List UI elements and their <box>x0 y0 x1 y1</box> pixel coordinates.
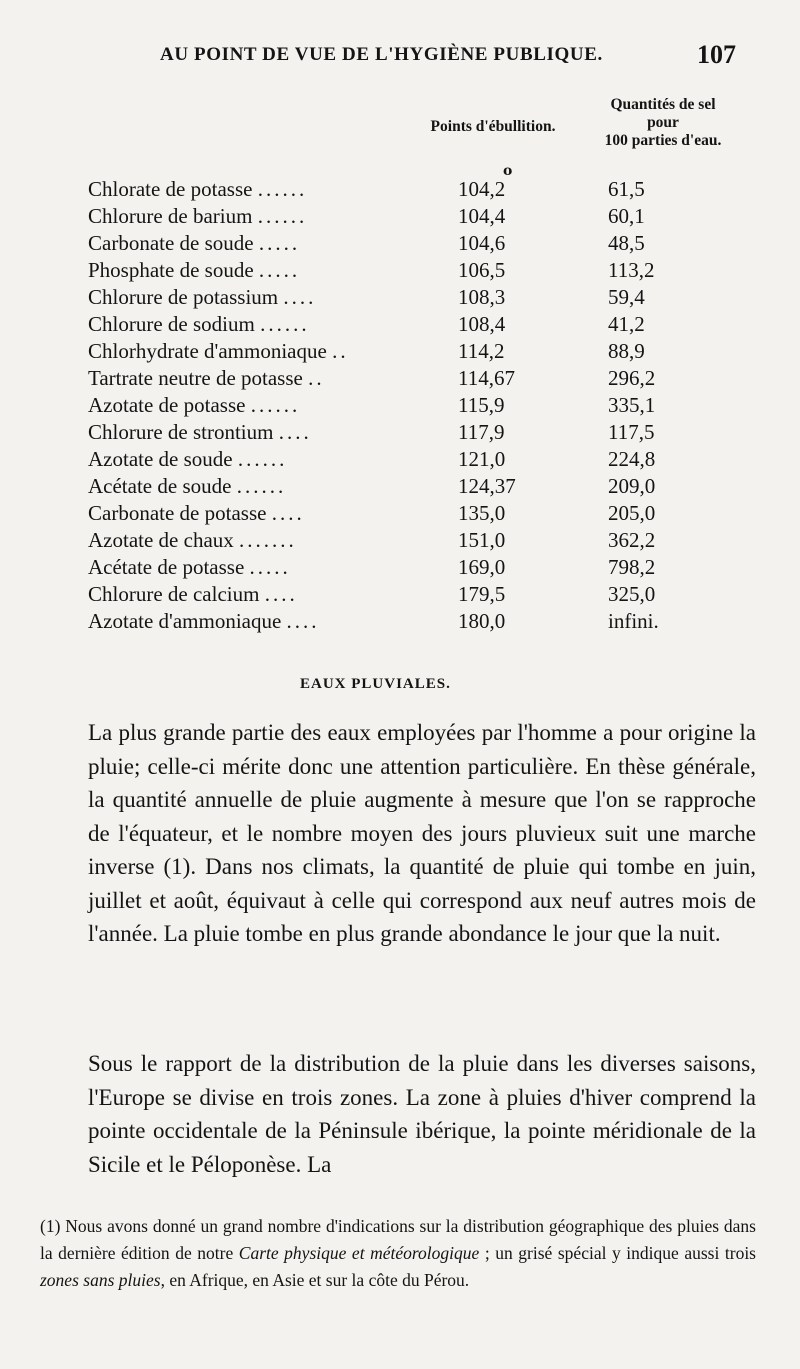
leader-dots: ...... <box>250 393 301 417</box>
boiling-point-value: 124,37 <box>458 474 516 498</box>
leader-dots: ..... <box>249 555 291 579</box>
salt-name-text: Chlorhydrate d'ammoniaque <box>88 339 327 363</box>
salt-name-text: Carbonate de soude <box>88 231 254 255</box>
salt-name-text: Chlorure de sodium <box>88 312 255 336</box>
table-row <box>88 338 728 365</box>
salt-name <box>88 365 448 392</box>
salt-name <box>88 419 448 446</box>
table-row <box>88 554 728 581</box>
boiling-point-value: 179,5 <box>458 582 506 606</box>
table-row <box>88 176 728 203</box>
salt-quantity-value: 798,2 <box>608 555 656 579</box>
salt-name <box>88 257 448 284</box>
table-row <box>88 392 728 419</box>
boiling-point-value: 104,2 <box>458 177 506 201</box>
leader-dots: .. <box>332 339 349 363</box>
boiling-point-value: 115,9 <box>458 393 505 417</box>
salt-name-text: Phosphate de soude <box>88 258 254 282</box>
salt-quantity-value: 325,0 <box>608 582 656 606</box>
leader-dots: ....... <box>239 528 297 552</box>
salt-heading-line: pour <box>647 114 679 131</box>
salt-quantity-value: 113,2 <box>608 258 655 282</box>
section-heading: EAUX PLUVIALES. <box>300 676 451 692</box>
salt-name-text: Chlorure de potassium <box>88 285 279 309</box>
boiling-point-value: 114,2 <box>458 339 505 363</box>
boiling-point-value: 104,6 <box>458 231 506 255</box>
salt-quantity-value: 335,1 <box>608 393 656 417</box>
salt-name-text: Acétate de soude <box>88 474 232 498</box>
boiling-point-value: 114,67 <box>458 366 515 390</box>
boiling-point-value: 180,0 <box>458 609 506 633</box>
salt-name <box>88 581 448 608</box>
salt-name <box>88 554 448 581</box>
salt-quantity-value: 205,0 <box>608 501 656 525</box>
salt-quantity-value: 59,4 <box>608 285 645 309</box>
paragraph-text: Sous le rapport de la distribution de la pluie dans les diverses saisons, l'Europe se divise en trois zones. La zone à pluies d'hiver comprend la pointe occidentale de la Péninsule ibérique, la pointe méridionale de la Sicile et le Péloponèse. La <box>88 1051 756 1177</box>
leader-dots: .... <box>278 420 312 444</box>
boiling-point-value: 121,0 <box>458 447 506 471</box>
salt-quantity-value: 61,5 <box>608 177 645 201</box>
footnote-italic-title: Carte physique et météorologique <box>238 1243 480 1263</box>
salt-quantity-value: 296,2 <box>608 366 656 390</box>
table-row <box>88 581 728 608</box>
salt-name <box>88 176 448 203</box>
salt-quantity-value: 117,5 <box>608 420 655 444</box>
table-row <box>88 527 728 554</box>
leader-dots: .. <box>308 366 325 390</box>
body-paragraph <box>88 1047 756 1181</box>
boiling-point-value: 108,3 <box>458 285 506 309</box>
salt-quantity-value: 224,8 <box>608 447 656 471</box>
leader-dots: ...... <box>257 177 308 201</box>
salt-name <box>88 338 448 365</box>
footnote <box>40 1213 756 1294</box>
table-row <box>88 257 728 284</box>
leader-dots: ...... <box>237 447 288 471</box>
salt-name <box>88 608 448 635</box>
salt-name-text: Chlorure de calcium <box>88 582 260 606</box>
salt-name-text: Tartrate neutre de potasse <box>88 366 303 390</box>
table-row <box>88 473 728 500</box>
salt-name <box>88 203 448 230</box>
leader-dots: ...... <box>260 312 310 336</box>
page-number: 107 <box>697 40 736 69</box>
salt-quantity-value: 48,5 <box>608 231 645 255</box>
salt-name <box>88 311 448 338</box>
body-paragraph <box>88 716 756 951</box>
salt-name-text: Acétate de potasse <box>88 555 245 579</box>
salt-name-text: Azotate de soude <box>88 447 233 471</box>
leader-dots: .... <box>271 501 305 525</box>
salt-name <box>88 473 448 500</box>
leader-dots: ..... <box>258 258 301 282</box>
boiling-point-value: 117,9 <box>458 420 505 444</box>
table-row <box>88 500 728 527</box>
salt-name-text: Chlorure de barium <box>88 204 253 228</box>
table-row <box>88 230 728 257</box>
table-row <box>88 365 728 392</box>
salt-name-text: Azotate de potasse <box>88 393 246 417</box>
degree-mark: o <box>503 163 513 179</box>
salt-name-text: Carbonate de potasse <box>88 501 267 525</box>
table-row <box>88 446 728 473</box>
paragraph-text: La plus grande partie des eaux employées par l'homme a pour origine la pluie; celle-ci mérite donc une attention particulière. En thèse générale, la quantité annuelle de pluie augmente à mesure que l'on se rapproche de l'équateur, et le nombre moyen des jours pluvieux suit une marche inverse (1). Dans nos climats, la quantité de pluie qui tombe en juin, juillet et août, équivaut à celle qui correspond aux neuf autres mois de l'année. La pluie tombe en plus grande abondance le jour que la nuit. <box>88 720 756 946</box>
footnote-text: (1) Nous avons donné un grand nombre d'indications sur la distribution géographique des pluies dans la dernière édition de notre <box>40 1216 756 1263</box>
salt-name-text: Azotate de chaux <box>88 528 234 552</box>
footnote-text: , en Afrique, en Asie et sur la côte du Pérou. <box>160 1270 470 1290</box>
table-row <box>88 419 728 446</box>
leader-dots: .... <box>286 609 320 633</box>
salt-quantity-value: 209,0 <box>608 474 656 498</box>
salt-quantity-value: infini. <box>608 609 659 633</box>
salt-quantity-value: 41,2 <box>608 312 645 336</box>
boiling-point-value: 104,4 <box>458 204 506 228</box>
boiling-point-value: 108,4 <box>458 312 506 336</box>
salt-quantity-value: 60,1 <box>608 204 645 228</box>
boiling-point-value: 169,0 <box>458 555 506 579</box>
boiling-point-value: 106,5 <box>458 258 506 282</box>
column-heading-salt-quantity <box>578 96 748 150</box>
salt-quantity-value: 88,9 <box>608 339 645 363</box>
leader-dots: .... <box>264 582 298 606</box>
salt-name-text: Chlorate de potasse <box>88 177 253 201</box>
salt-name <box>88 284 448 311</box>
leader-dots: ..... <box>258 231 301 255</box>
running-title: AU POINT DE VUE DE L'HYGIÈNE PUBLIQUE. <box>160 44 603 65</box>
table-row <box>88 608 728 635</box>
salt-name <box>88 500 448 527</box>
salt-name-text: Azotate d'ammoniaque <box>88 609 282 633</box>
salt-name-text: Chlorure de strontium <box>88 420 274 444</box>
column-heading-boiling-points: Points d'ébullition. <box>430 118 556 135</box>
table-row <box>88 203 728 230</box>
table-row <box>88 311 728 338</box>
footnote-italic-term: zones sans pluies <box>40 1270 161 1290</box>
leader-dots: ...... <box>257 204 308 228</box>
leader-dots: .... <box>283 285 317 309</box>
running-header <box>160 40 740 74</box>
salt-name <box>88 392 448 419</box>
table-row <box>88 284 728 311</box>
salt-heading-line: Quantités de sel <box>610 96 716 113</box>
salt-heading-line: 100 parties d'eau. <box>604 132 722 149</box>
salt-name <box>88 527 448 554</box>
leader-dots: ...... <box>236 474 287 498</box>
salt-name <box>88 230 448 257</box>
footnote-text: ; un grisé spécial y indique aussi trois <box>479 1243 756 1263</box>
boiling-point-table <box>88 176 728 635</box>
salt-quantity-value: 362,2 <box>608 528 656 552</box>
boiling-point-value: 151,0 <box>458 528 506 552</box>
salt-name <box>88 446 448 473</box>
boiling-point-value: 135,0 <box>458 501 506 525</box>
